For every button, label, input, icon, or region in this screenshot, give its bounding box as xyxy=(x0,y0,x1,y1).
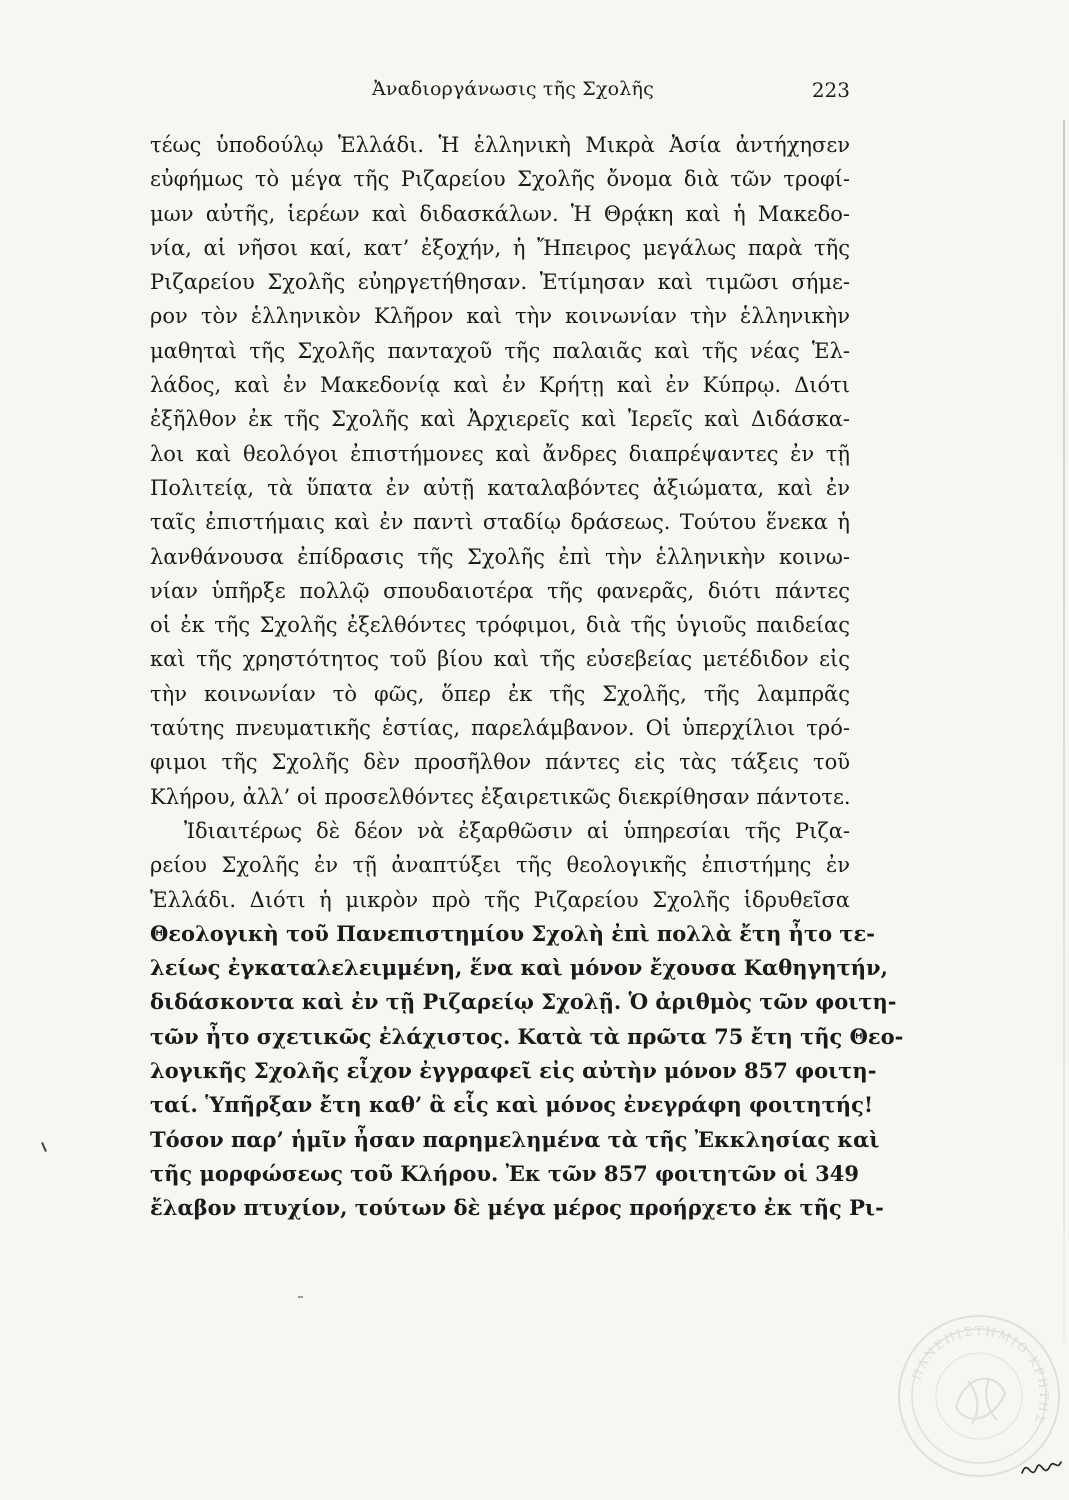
body-text xyxy=(150,128,904,1226)
body-line: ρείου Σχολῆς ἐν τῇ ἀναπτύξει τῆς θεολογικῆς ἐπιστήμης ἐν xyxy=(150,853,850,878)
body-line: Τόσον παρ’ ἡμῖν ἦσαν παρημελημένα τὰ τῆς Ἐκκλησίας καὶ xyxy=(150,1126,880,1152)
body-line: ταύτης πνευματικῆς ἑστίας, παρελάμβανον. Οἱ ὑπερχίλιοι τρό- xyxy=(150,716,850,741)
body-line: Ἰδιαιτέρως δὲ δέον νὰ ἐξαρθῶσιν αἱ ὑπηρεσίαι τῆς Ριζα- xyxy=(184,818,850,843)
margin-mark xyxy=(41,1142,47,1152)
body-line: εὐφήμως τὸ μέγα τῆς Ριζαρείου Σχολῆς ὄνομα διὰ τῶν τροφί- xyxy=(150,167,850,192)
body-line: λοι καὶ θεολόγοι ἐπιστήμονες καὶ ἄνδρες διαπρέψαντες ἐν τῇ xyxy=(150,441,850,466)
body-line: λάδος, καὶ ἐν Μακεδονίᾳ καὶ ἐν Κρήτῃ καὶ ἐν Κύπρῳ. Διότι xyxy=(150,373,850,398)
body-line: διδάσκοντα καὶ ἐν τῇ Ριζαρείῳ Σχολῇ. Ὁ ἀριθμὸς τῶν φοιτη- xyxy=(150,989,897,1015)
body-line: λογικῆς Σχολῆς εἶχον ἐγγραφεῖ εἰς αὐτὴν μόνον 857 φοιτη- xyxy=(150,1058,877,1084)
body-line: νίαν ὑπῆρξε πολλῷ σπουδαιοτέρα τῆς φανερᾶς, διότι πάντες xyxy=(150,578,850,603)
body-line: οἱ ἐκ τῆς Σχολῆς ἐξελθόντες τρόφιμοι, διὰ τῆς ὑγιοῦς παιδείας xyxy=(150,613,850,638)
seal-text: ΠΑΝΕΠΙΣΤΗΜΙΟ ΚΡΗΤΗΣ xyxy=(909,1323,1052,1427)
body-line: ταῖς ἐπιστήμαις καὶ ἐν παντὶ σταδίῳ δράσεως. Τούτου ἕνεκα ἡ xyxy=(150,510,850,535)
body-line: ἔλαβον πτυχίον, τούτων δὲ μέγα μέρος προήρχετο ἐκ τῆς Ρι- xyxy=(150,1195,884,1221)
body-line: ταί. Ὑπῆρξαν ἔτη καθ’ ἃ εἷς καὶ μόνος ἐνεγράφη φοιτητής! xyxy=(150,1092,874,1118)
ink-squiggle xyxy=(1020,1453,1062,1485)
body-line: τὴν κοινωνίαν τὸ φῶς, ὅπερ ἐκ τῆς Σχολῆς, τῆς λαμπρᾶς xyxy=(150,681,850,706)
body-line: Κλήρου, ἀλλ’ οἱ προσελθόντες ἐξαιρετικῶς διεκρίθησαν πάντοτε. xyxy=(150,784,851,809)
body-line: μων αὐτῆς, ἱερέων καὶ διδασκάλων. Ἡ Θρᾴκη καὶ ἡ Μακεδο- xyxy=(150,201,850,226)
body-line: φιμοι τῆς Σχολῆς δὲν προσῆλθον πάντες εἰς τὰς τάξεις τοῦ xyxy=(150,750,850,775)
running-head xyxy=(150,78,850,110)
body-line: λανθάνουσα ἐπίδρασις τῆς Σχολῆς ἐπὶ τὴν ἑλληνικὴν κοινω- xyxy=(150,544,850,569)
body-line: ρον τὸν ἑλληνικὸν Κλῆρον καὶ τὴν κοινωνίαν τὴν ἑλληνικὴν xyxy=(150,304,850,329)
body-line: ἐξῆλθον ἐκ τῆς Σχολῆς καὶ Ἀρχιερεῖς καὶ Ἱερεῖς καὶ Διδάσκα- xyxy=(150,407,850,432)
body-line: Θεολογικὴ τοῦ Πανεπιστημίου Σχολὴ ἐπὶ πολλὰ ἔτη ἦτο τε- xyxy=(150,920,876,946)
scan-speck xyxy=(298,1296,303,1298)
scan-edge-shadow xyxy=(1063,120,1065,1340)
body-line: Πολιτείᾳ, τὰ ὕπατα ἐν αὐτῇ καταλαβόντες ἀξιώματα, καὶ ἐν xyxy=(150,475,850,500)
svg-text:ΠΑΝΕΠΙΣΤΗΜΙΟ ΚΡΗΤΗΣ xyxy=(909,1324,1051,1427)
body-line: τῶν ἦτο σχετικῶς ἐλάχιστος. Κατὰ τὰ πρῶτα 75 ἔτη τῆς Θεο- xyxy=(150,1023,904,1049)
body-line: τέως ὑποδούλῳ Ἑλλάδι. Ἡ ἑλληνικὴ Μικρὰ Ἀσία ἀντήχησεν xyxy=(150,133,850,157)
running-title: Ἀναδιοργάνωσις τῆς Σχολῆς xyxy=(372,78,654,100)
body-line: μαθηταὶ τῆς Σχολῆς πανταχοῦ τῆς παλαιᾶς καὶ τῆς νέας Ἑλ- xyxy=(150,338,850,363)
body-line: τῆς μορφώσεως τοῦ Κλήρου. Ἐκ τῶν 857 φοιτητῶν οἱ 349 xyxy=(150,1160,859,1186)
body-line: καὶ τῆς χρηστότητος τοῦ βίου καὶ τῆς εὐσεβείας μετέδιδον εἰς xyxy=(150,647,850,672)
body-line: Ριζαρείου Σχολῆς εὐηργετήθησαν. Ἐτίμησαν καὶ τιμῶσι σήμε- xyxy=(150,270,850,295)
page-number: 223 xyxy=(811,78,850,102)
body-line: νία, αἱ νῆσοι καί, κατ’ ἐξοχήν, ἡ Ἤπειρος μεγάλως παρὰ τῆς xyxy=(150,235,850,260)
body-line: Ἑλλάδι. Διότι ἡ μικρὸν πρὸ τῆς Ριζαρείου Σχολῆς ἱδρυθεῖσα xyxy=(150,887,850,912)
body-line: λείως ἐγκαταλελειμμένη, ἕνα καὶ μόνον ἔχουσα Καθηγητήν, xyxy=(150,955,888,981)
